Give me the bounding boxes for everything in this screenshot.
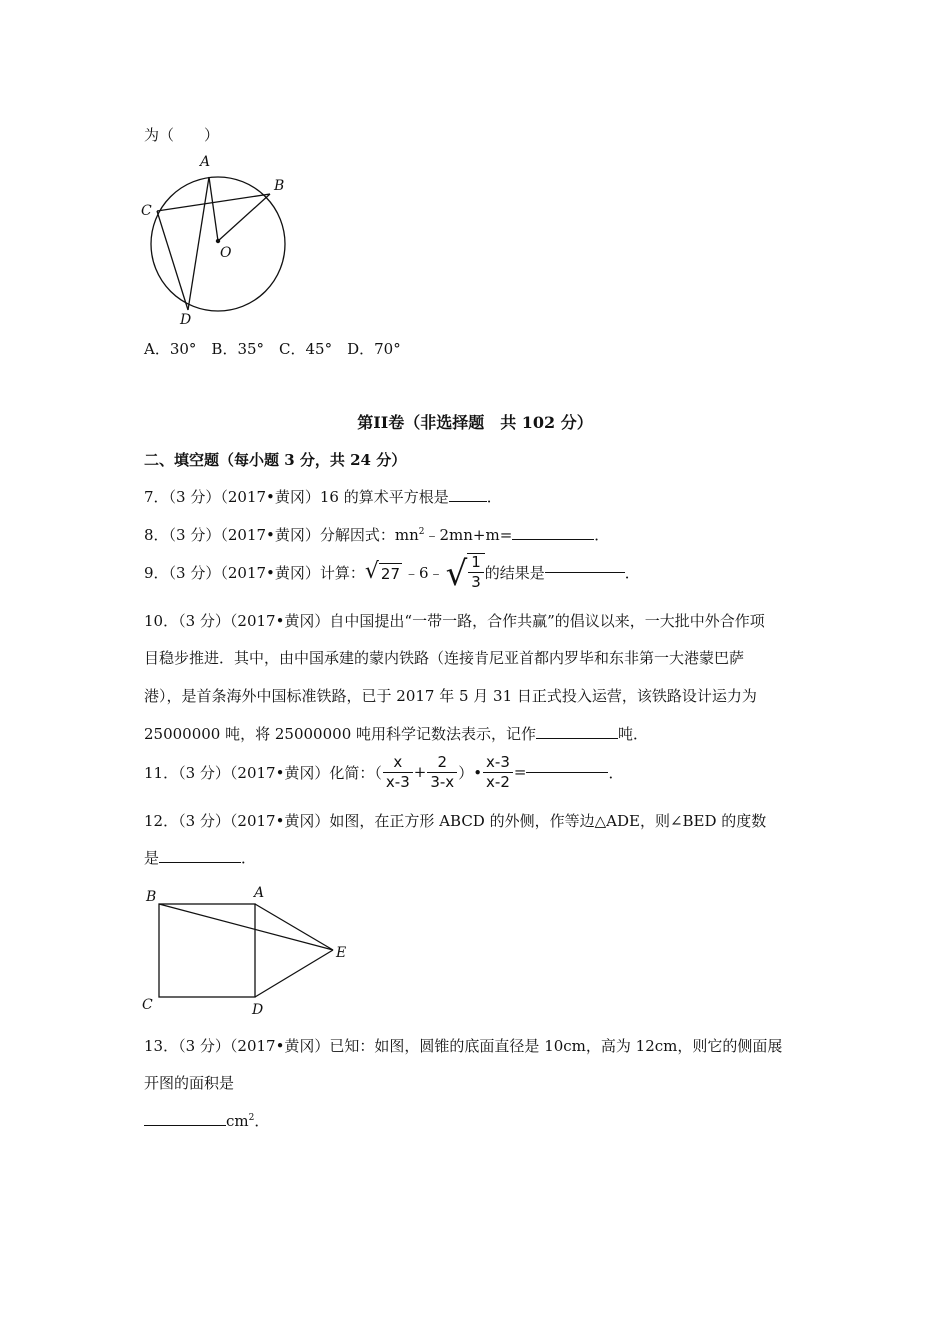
part-title: 二、填空题（每小题 3 分，共 24 分） xyxy=(144,451,407,469)
label-a: A xyxy=(254,885,265,901)
question-10-line-4-text: 25000000 吨，将 25000000 吨用科学记数法表示，记作 xyxy=(144,725,537,743)
answer-blank-11[interactable] xyxy=(526,772,608,773)
question-13-line-1: 13．（3 分）（2017•黄冈）已知：如图，圆锥的底面直径是 10cm，高为 12cm，则它的侧面展 xyxy=(144,1037,783,1055)
question-10-line-4 xyxy=(144,723,648,744)
question-7 xyxy=(144,486,502,507)
question-7-end: ． xyxy=(486,488,502,506)
fraction-numerator: x xyxy=(393,752,403,771)
label-d: D xyxy=(180,312,192,328)
question-8-text: 8．（3 分）（2017•黄冈）分解因式：mn xyxy=(144,526,419,544)
question-10-line-3: 港），是首条海外中国标准铁路，已于 2017 年 5 月 31 日正式投入运营，该铁路设计运力为 xyxy=(144,687,757,705)
answer-blank-10[interactable] xyxy=(536,738,618,739)
fraction-denominator: x-2 xyxy=(483,772,513,791)
fraction-numerator: 2 xyxy=(437,752,448,771)
answer-blank-9[interactable] xyxy=(545,572,625,573)
fraction-denominator: 3 xyxy=(468,572,484,591)
question-13-unit-exponent: 2 xyxy=(248,1113,255,1123)
fraction-one-third xyxy=(468,554,484,591)
equals-sign: = xyxy=(513,763,527,781)
question-13-unit: cm xyxy=(226,1112,249,1130)
label-d: D xyxy=(252,1002,264,1018)
answer-blank-12[interactable] xyxy=(159,862,241,863)
question-13-line-3 xyxy=(144,1110,269,1131)
segment-ae xyxy=(255,904,333,950)
fraction-x-over-x-minus-3 xyxy=(383,754,413,791)
fraction-denominator: x-3 xyxy=(383,772,413,791)
label-c: C xyxy=(141,203,152,219)
chord-ad xyxy=(188,177,209,310)
question-9-end: ． xyxy=(624,563,640,582)
question-9-suffix: 的结果是 xyxy=(484,563,545,582)
chord-cd xyxy=(157,211,188,310)
label-e: E xyxy=(336,945,347,961)
fraction-x-minus-3-over-x-minus-2 xyxy=(483,754,513,791)
sqrt-27 xyxy=(365,561,402,583)
question-8-exponent: 2 xyxy=(418,527,425,537)
question-12-end: ． xyxy=(241,849,257,867)
question-6-tail: 为（ ） xyxy=(144,126,220,144)
question-8-text-2: ﹣2mn+m= xyxy=(424,526,513,544)
sqrt-27-radicand: 27 xyxy=(380,565,401,583)
segment-ao xyxy=(209,177,218,241)
square-triangle-figure xyxy=(135,878,365,1023)
question-8 xyxy=(144,524,609,545)
circle-figure xyxy=(135,150,295,330)
sqrt-one-third xyxy=(445,553,485,594)
question-13-end: ． xyxy=(254,1112,270,1130)
fraction-denominator: 3-x xyxy=(427,772,457,791)
question-11-end: ． xyxy=(608,763,624,782)
question-12-line-1: 12．（3 分）（2017•黄冈）如图，在正方形 ABCD 的外侧，作等边△ADE，则∠BED 的度数 xyxy=(144,812,767,830)
question-11-prefix: 11．（3 分）（2017•黄冈）化简：（ xyxy=(144,763,382,782)
question-9 xyxy=(144,552,640,592)
question-13-line-2: 开图的面积是 xyxy=(144,1074,235,1092)
radical-sign-icon: √ xyxy=(364,559,379,584)
label-o: O xyxy=(220,245,232,261)
question-9-minus-6: ﹣6﹣ xyxy=(404,563,444,582)
question-9-prefix: 9．（3 分）（2017•黄冈）计算： xyxy=(144,563,365,582)
label-a: A xyxy=(200,154,211,170)
fraction-numerator: x-3 xyxy=(486,752,510,771)
question-10-line-4-end: 吨． xyxy=(618,725,649,743)
question-12-line-2-text: 是 xyxy=(144,849,160,867)
segment-be xyxy=(159,904,333,950)
answer-blank-7[interactable] xyxy=(449,501,487,502)
segment-de xyxy=(255,950,333,997)
radical-sign-icon: √ xyxy=(445,554,468,594)
label-b: B xyxy=(146,889,157,905)
label-c: C xyxy=(142,997,153,1013)
square-abcd xyxy=(159,904,255,997)
plus-sign: + xyxy=(413,763,427,781)
question-6-options: A．30° B．35° C．45° D．70° xyxy=(144,340,401,358)
fraction-2-over-3-minus-x xyxy=(427,754,457,791)
answer-blank-8[interactable] xyxy=(512,539,594,540)
question-8-end: ． xyxy=(594,526,610,544)
question-10-line-1: 10．（3 分）（2017•黄冈）自中国提出“一带一路，合作共赢”的倡议以来，一大批中外合作项 xyxy=(144,612,765,630)
question-11 xyxy=(144,752,623,792)
circle-outline xyxy=(151,177,285,311)
fraction-numerator: 1 xyxy=(471,553,481,571)
question-7-text: 7．（3 分）（2017•黄冈）16 的算术平方根是 xyxy=(144,488,449,506)
question-12-line-2 xyxy=(144,847,256,868)
center-point-o xyxy=(216,239,220,243)
section-title: 第II卷（非选择题 共 102 分） xyxy=(357,413,593,432)
question-11-mid: ）• xyxy=(458,763,483,782)
question-10-line-2: 目稳步推进．其中，由中国承建的蒙内铁路（连接肯尼亚首都内罗毕和东非第一大港蒙巴萨 xyxy=(144,649,745,667)
label-b: B xyxy=(274,178,285,194)
answer-blank-13[interactable] xyxy=(144,1125,226,1126)
